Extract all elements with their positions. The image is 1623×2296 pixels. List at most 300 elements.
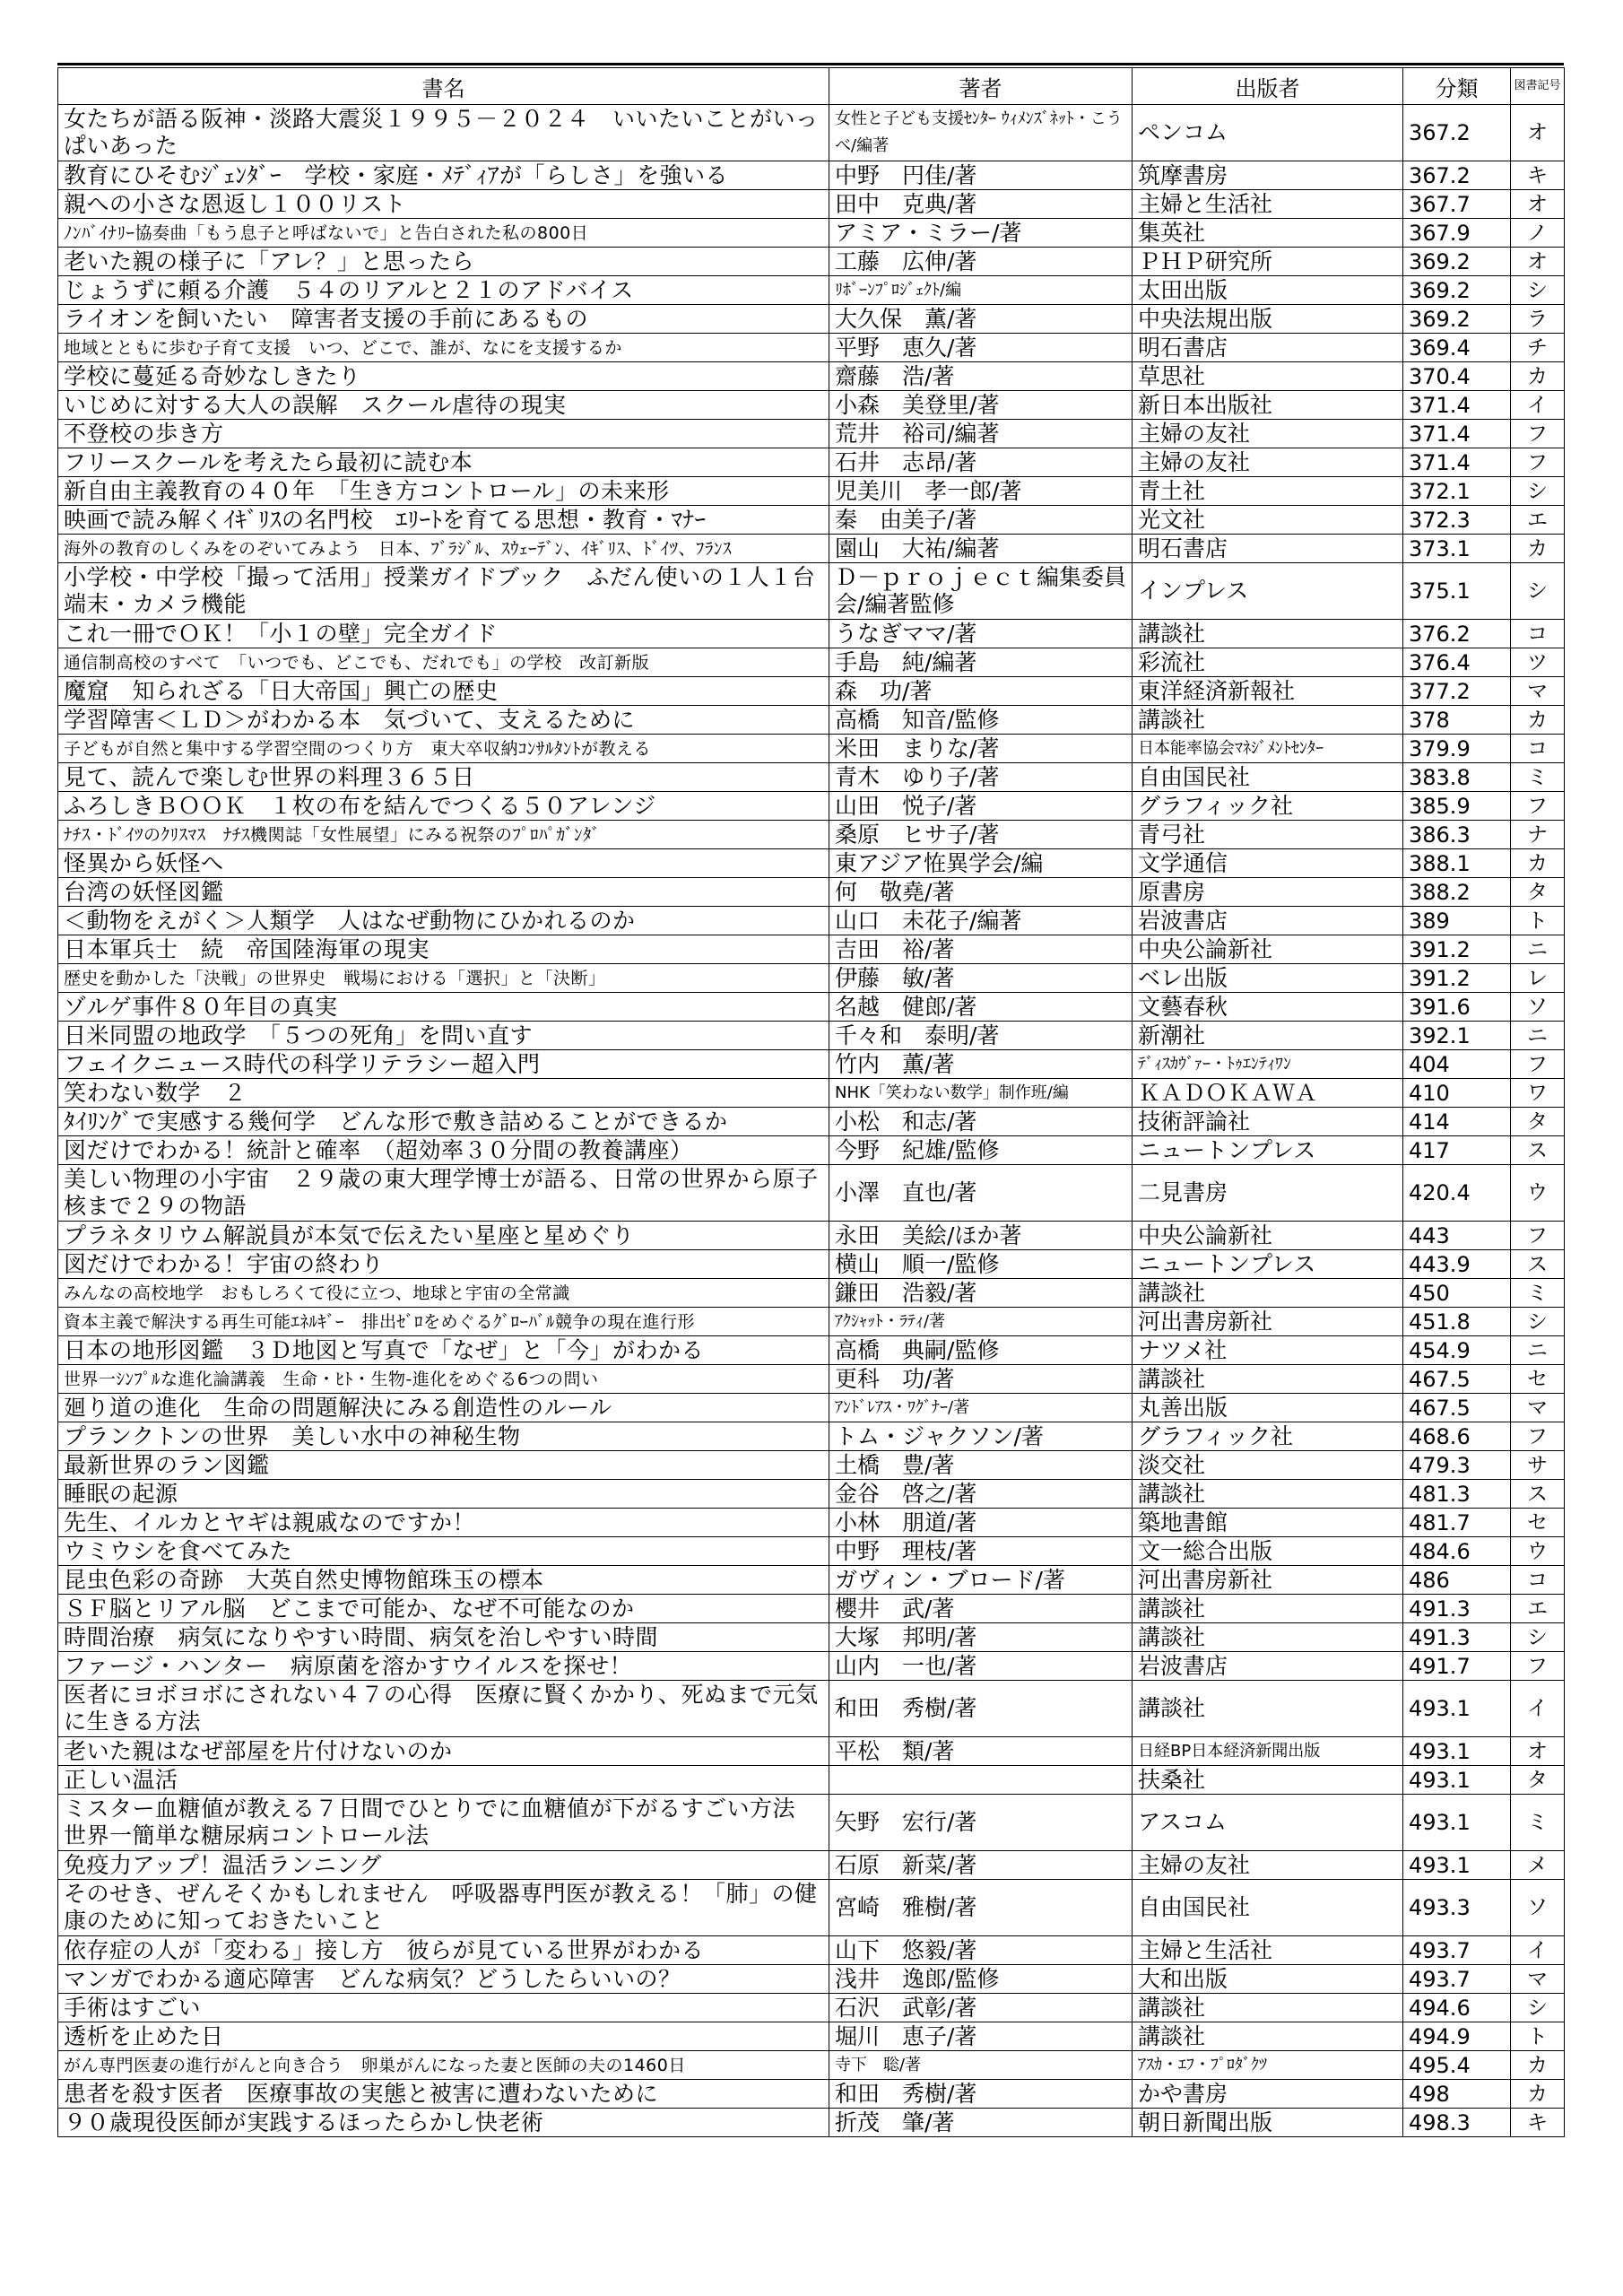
author-cell: トム・ジャクソン/著	[829, 1422, 1133, 1451]
book-title-cell: 小学校・中学校「撮って活用」授業ガイドブック ふだん使いの１人１台端末・カメラ機能	[58, 563, 829, 620]
publisher-cell: 明石書店	[1133, 535, 1403, 563]
book-title-cell: 台湾の妖怪図鑑	[58, 878, 829, 907]
table-row	[58, 391, 1565, 420]
table-row	[58, 878, 1565, 907]
book-title-cell: 見て、読んで楽しむ世界の料理３６５日	[58, 763, 829, 792]
publisher-cell: 岩波書店	[1133, 1652, 1403, 1681]
classification-cell: 376.2	[1403, 620, 1511, 648]
author-cell: 青木 ゆり子/著	[829, 763, 1133, 792]
symbol-cell: オ	[1511, 190, 1565, 219]
symbol-cell: フ	[1511, 448, 1565, 477]
classification-cell: 370.4	[1403, 362, 1511, 391]
symbol-cell: サ	[1511, 1451, 1565, 1480]
table-row	[58, 964, 1565, 993]
book-title-cell: 正しい温活	[58, 1766, 829, 1795]
author-cell: 山内 一也/著	[829, 1652, 1133, 1681]
publisher-cell: 淡交社	[1133, 1451, 1403, 1480]
classification-cell: 389	[1403, 907, 1511, 935]
symbol-cell: ミ	[1511, 1279, 1565, 1308]
publisher-cell: ニュートンプレス	[1133, 1136, 1403, 1165]
book-title-cell: 女たちが語る阪神・淡路大震災１９９５－２０２４ いいたいことがいっぱいあった	[58, 105, 829, 161]
symbol-cell: メ	[1511, 1851, 1565, 1880]
classification-cell: 493.1	[1403, 1795, 1511, 1851]
publisher-cell: 講談社	[1133, 1595, 1403, 1623]
book-title-cell: ﾉﾝﾊﾞｲﾅﾘｰ協奏曲「もう息子と呼ばないで」と告白された私の800日	[58, 219, 829, 248]
classification-cell: 372.3	[1403, 506, 1511, 535]
author-cell: 今野 紀雄/監修	[829, 1136, 1133, 1165]
book-title-cell: 透析を止めた日	[58, 2022, 829, 2051]
publisher-cell: 自由国民社	[1133, 1880, 1403, 1936]
publisher-cell: インプレス	[1133, 563, 1403, 620]
symbol-cell: マ	[1511, 1394, 1565, 1422]
classification-cell: 454.9	[1403, 1336, 1511, 1365]
symbol-cell: ソ	[1511, 1880, 1565, 1936]
table-row	[58, 362, 1565, 391]
symbol-cell: イ	[1511, 391, 1565, 420]
author-cell: 石井 志昂/著	[829, 448, 1133, 477]
classification-cell: 479.3	[1403, 1451, 1511, 1480]
book-title-cell: 日本の地形図鑑 ３Ｄ地図と写真で「なぜ」と「今」がわかる	[58, 1336, 829, 1365]
book-title-cell: フェイクニュース時代の科学リテラシー超入門	[58, 1050, 829, 1079]
symbol-cell: ニ	[1511, 935, 1565, 964]
table-row	[58, 1250, 1565, 1279]
publisher-cell: ペンコム	[1133, 105, 1403, 161]
author-cell: 永田 美絵/ほか著	[829, 1222, 1133, 1250]
publisher-cell: 原書房	[1133, 878, 1403, 907]
publisher-cell: 青弓社	[1133, 821, 1403, 849]
publisher-cell: 文藝春秋	[1133, 993, 1403, 1022]
symbol-cell: ノ	[1511, 219, 1565, 248]
classification-cell: 388.1	[1403, 849, 1511, 878]
symbol-cell: エ	[1511, 506, 1565, 535]
book-title-cell: そのせき、ぜんそくかもしれません 呼吸器専門医が教える！「肺」の健康のために知っておきたいこと	[58, 1880, 829, 1936]
book-title-cell: ふろしきＢＯＯＫ １枚の布を結んでつくる５０アレンジ	[58, 792, 829, 821]
classification-cell: 383.8	[1403, 763, 1511, 792]
classification-cell: 467.5	[1403, 1394, 1511, 1422]
symbol-cell: オ	[1511, 248, 1565, 276]
book-title-cell: これ一冊でＯＫ！「小１の壁」完全ガイド	[58, 620, 829, 648]
publisher-cell: 主婦の友社	[1133, 448, 1403, 477]
symbol-cell: フ	[1511, 1422, 1565, 1451]
classification-cell: 369.2	[1403, 276, 1511, 305]
classification-cell: 414	[1403, 1108, 1511, 1136]
author-cell: 山田 悦子/著	[829, 792, 1133, 821]
classification-cell: 391.6	[1403, 993, 1511, 1022]
book-title-cell: 学校に蔓延る奇妙なしきたり	[58, 362, 829, 391]
symbol-cell: ニ	[1511, 1336, 1565, 1365]
publisher-cell: 大和出版	[1133, 1965, 1403, 1994]
publisher-cell: かや書房	[1133, 2080, 1403, 2109]
symbol-cell: シ	[1511, 477, 1565, 506]
publisher-cell: 講談社	[1133, 1480, 1403, 1509]
symbol-cell: キ	[1511, 2109, 1565, 2137]
classification-cell: 378	[1403, 706, 1511, 735]
symbol-cell: タ	[1511, 1108, 1565, 1136]
classification-cell: 391.2	[1403, 935, 1511, 964]
symbol-cell: セ	[1511, 1509, 1565, 1537]
symbol-cell: オ	[1511, 105, 1565, 161]
author-cell: 千々和 泰明/著	[829, 1022, 1133, 1050]
author-cell: うなぎママ/著	[829, 620, 1133, 648]
book-title-cell: ﾀｲﾘﾝｸﾞで実感する幾何学 どんな形で敷き詰めることができるか	[58, 1108, 829, 1136]
publisher-cell: 講談社	[1133, 1994, 1403, 2022]
symbol-cell: マ	[1511, 677, 1565, 706]
author-cell: 高橋 知音/監修	[829, 706, 1133, 735]
table-row	[58, 677, 1565, 706]
book-title-cell: 地域とともに歩む子育て支援 いつ、どこで、誰が、なにを支援するか	[58, 334, 829, 362]
publisher-cell: 主婦の友社	[1133, 1851, 1403, 1880]
book-title-cell: がん専門医妻の進行がんと向き合う 卵巣がんになった妻と医師の夫の1460日	[58, 2051, 829, 2080]
classification-cell: 373.1	[1403, 535, 1511, 563]
classification-cell: 420.4	[1403, 1165, 1511, 1222]
author-cell: 大久保 薫/著	[829, 305, 1133, 334]
classification-cell: 369.4	[1403, 334, 1511, 362]
table-row	[58, 1136, 1565, 1165]
header-publisher: 出版者	[1133, 68, 1403, 105]
symbol-cell: シ	[1511, 276, 1565, 305]
classification-cell: 493.1	[1403, 1766, 1511, 1795]
book-title-cell: いじめに対する大人の誤解 スクール虐待の現実	[58, 391, 829, 420]
publisher-cell: 丸善出版	[1133, 1394, 1403, 1422]
table-row	[58, 1394, 1565, 1422]
publisher-cell: 講談社	[1133, 1681, 1403, 1737]
symbol-cell: カ	[1511, 535, 1565, 563]
author-cell: 平野 恵久/著	[829, 334, 1133, 362]
table-row	[58, 1279, 1565, 1308]
classification-cell: 493.7	[1403, 1965, 1511, 1994]
author-cell: 小松 和志/著	[829, 1108, 1133, 1136]
book-title-cell: ライオンを飼いたい 障害者支援の手前にあるもの	[58, 305, 829, 334]
publisher-cell: 光文社	[1133, 506, 1403, 535]
symbol-cell: タ	[1511, 878, 1565, 907]
classification-cell: 493.1	[1403, 1851, 1511, 1880]
book-title-cell: 資本主義で解決する再生可能ｴﾈﾙｷﾞｰ 排出ｾﾞﾛをめぐるｸﾞﾛｰﾊﾞﾙ競争の現在進行形	[58, 1308, 829, 1336]
symbol-cell: キ	[1511, 161, 1565, 190]
publisher-cell: ＫＡＤＯＫＡＷＡ	[1133, 1079, 1403, 1108]
publisher-cell: グラフィック社	[1133, 792, 1403, 821]
table-row	[58, 1652, 1565, 1681]
table-row	[58, 1965, 1565, 1994]
classification-cell: 494.6	[1403, 1994, 1511, 2022]
classification-cell: 417	[1403, 1136, 1511, 1165]
symbol-cell: フ	[1511, 1222, 1565, 1250]
publisher-cell: 二見書房	[1133, 1165, 1403, 1222]
symbol-cell: ス	[1511, 1136, 1565, 1165]
publisher-cell: 講談社	[1133, 1365, 1403, 1394]
publisher-cell: 主婦と生活社	[1133, 190, 1403, 219]
table-row	[58, 1308, 1565, 1336]
classification-cell: 377.2	[1403, 677, 1511, 706]
author-cell: 宮崎 雅樹/著	[829, 1880, 1133, 1936]
author-cell: 折茂 肇/著	[829, 2109, 1133, 2137]
author-cell: ｱｸｼｬｯﾄ・ﾗﾃｨ/著	[829, 1308, 1133, 1336]
book-title-cell: 老いた親の様子に「アレ？」と思ったら	[58, 248, 829, 276]
publisher-cell: グラフィック社	[1133, 1422, 1403, 1451]
table-row	[58, 1480, 1565, 1509]
table-row	[58, 1623, 1565, 1652]
publisher-cell: 講談社	[1133, 1623, 1403, 1652]
classification-cell: 486	[1403, 1566, 1511, 1595]
publisher-cell: 彩流社	[1133, 648, 1403, 677]
classification-cell: 443	[1403, 1222, 1511, 1250]
table-row	[58, 1022, 1565, 1050]
symbol-cell: ラ	[1511, 305, 1565, 334]
publisher-cell: ＰＨＰ研究所	[1133, 248, 1403, 276]
book-title-cell: 時間治療 病気になりやすい時間、病気を治しやすい時間	[58, 1623, 829, 1652]
symbol-cell: カ	[1511, 849, 1565, 878]
table-row	[58, 1222, 1565, 1250]
publisher-cell: 自由国民社	[1133, 763, 1403, 792]
classification-cell: 385.9	[1403, 792, 1511, 821]
publisher-cell: 中央公論新社	[1133, 1222, 1403, 1250]
table-row	[58, 1108, 1565, 1136]
symbol-cell: ト	[1511, 2022, 1565, 2051]
symbol-cell: ナ	[1511, 821, 1565, 849]
table-row	[58, 105, 1565, 161]
symbol-cell: フ	[1511, 1050, 1565, 1079]
table-row	[58, 334, 1565, 362]
author-cell	[829, 1766, 1133, 1795]
table-row	[58, 1795, 1565, 1851]
symbol-cell: シ	[1511, 1308, 1565, 1336]
book-title-cell: 昆虫色彩の奇跡 大英自然史博物館珠玉の標本	[58, 1566, 829, 1595]
book-title-cell: 教育にひそむｼﾞｪﾝﾀﾞｰ 学校・家庭・ﾒﾃﾞｨｱが「らしさ」を強いる	[58, 161, 829, 190]
header-row	[58, 68, 1565, 105]
classification-cell: 498.3	[1403, 2109, 1511, 2137]
classification-cell: 375.1	[1403, 563, 1511, 620]
table-row	[58, 849, 1565, 878]
table-row	[58, 1509, 1565, 1537]
table-row	[58, 2051, 1565, 2080]
book-title-cell: プラネタリウム解説員が本気で伝えたい星座と星めぐり	[58, 1222, 829, 1250]
table-row	[58, 1422, 1565, 1451]
book-title-cell: じょうずに頼る介護 ５４のリアルと２１のアドバイス	[58, 276, 829, 305]
book-title-cell: 通信制高校のすべて 「いつでも、どこでも、だれでも」の学校 改訂新版	[58, 648, 829, 677]
publisher-cell: 日経BP日本経済新聞出版	[1133, 1737, 1403, 1766]
author-cell: 東アジア恠異学会/編	[829, 849, 1133, 878]
top-rule	[57, 63, 1564, 65]
classification-cell: 392.1	[1403, 1022, 1511, 1050]
symbol-cell: カ	[1511, 2051, 1565, 2080]
table-row	[58, 993, 1565, 1022]
author-cell: 伊藤 敏/著	[829, 964, 1133, 993]
author-cell: 横山 順一/監修	[829, 1250, 1133, 1279]
classification-cell: 371.4	[1403, 420, 1511, 448]
author-cell: 名越 健郎/著	[829, 993, 1133, 1022]
book-title-cell: 最新世界のラン図鑑	[58, 1451, 829, 1480]
symbol-cell: ミ	[1511, 1795, 1565, 1851]
publisher-cell: 文一総合出版	[1133, 1537, 1403, 1566]
author-cell: 鎌田 浩毅/著	[829, 1279, 1133, 1308]
author-cell: 竹内 薫/著	[829, 1050, 1133, 1079]
symbol-cell: シ	[1511, 1623, 1565, 1652]
publisher-cell: 中央法規出版	[1133, 305, 1403, 334]
symbol-cell: ワ	[1511, 1079, 1565, 1108]
author-cell: 寺下 聡/著	[829, 2051, 1133, 2080]
publisher-cell: 朝日新聞出版	[1133, 2109, 1403, 2137]
symbol-cell: ス	[1511, 1480, 1565, 1509]
book-title-cell: ウミウシを食べてみた	[58, 1537, 829, 1566]
author-cell: 手島 純/編著	[829, 648, 1133, 677]
table-row	[58, 648, 1565, 677]
publisher-cell: ナツメ社	[1133, 1336, 1403, 1365]
author-cell: 浅井 逸郎/監修	[829, 1965, 1133, 1994]
publisher-cell: 主婦の友社	[1133, 420, 1403, 448]
book-title-cell: 歴史を動かした「決戦」の世界史 戦場における「選択」と「決断」	[58, 964, 829, 993]
book-title-cell: 免疫力アップ！温活ランニング	[58, 1851, 829, 1880]
book-title-cell: ﾅﾁｽ・ﾄﾞｲﾂのｸﾘｽﾏｽ ﾅﾁｽ機関誌「女性展望」にみる祝祭のﾌﾟﾛﾊﾟｶﾞﾝﾀﾞ	[58, 821, 829, 849]
author-cell: 桑原 ヒサ子/著	[829, 821, 1133, 849]
author-cell: 中野 円佳/著	[829, 161, 1133, 190]
author-cell: 堀川 恵子/著	[829, 2022, 1133, 2051]
author-cell: アミア・ミラー/著	[829, 219, 1133, 248]
symbol-cell: ソ	[1511, 993, 1565, 1022]
table-row	[58, 477, 1565, 506]
classification-cell: 491.3	[1403, 1623, 1511, 1652]
author-cell: 山下 悠毅/著	[829, 1936, 1133, 1965]
publisher-cell: 講談社	[1133, 620, 1403, 648]
author-cell: ガヴィン・ブロード/著	[829, 1566, 1133, 1595]
classification-cell: 493.3	[1403, 1880, 1511, 1936]
table-row	[58, 735, 1565, 763]
book-title-cell: ゾルゲ事件８０年目の真実	[58, 993, 829, 1022]
author-cell: 園山 大祐/編著	[829, 535, 1133, 563]
symbol-cell: オ	[1511, 1737, 1565, 1766]
table-row	[58, 563, 1565, 620]
publisher-cell: 新日本出版社	[1133, 391, 1403, 420]
publisher-cell: 東洋経済新報社	[1133, 677, 1403, 706]
publisher-cell: 草思社	[1133, 362, 1403, 391]
table-row	[58, 248, 1565, 276]
author-cell: Ｄ－ｐｒｏｊｅｃｔ編集委員会/編著監修	[829, 563, 1133, 620]
book-title-cell: ＜動物をえがく＞人類学 人はなぜ動物にひかれるのか	[58, 907, 829, 935]
header-author: 著者	[829, 68, 1133, 105]
symbol-cell: セ	[1511, 1365, 1565, 1394]
author-cell: 石沢 武彰/著	[829, 1994, 1133, 2022]
author-cell: 齋藤 浩/著	[829, 362, 1133, 391]
table-row	[58, 1595, 1565, 1623]
publisher-cell: 扶桑社	[1133, 1766, 1403, 1795]
symbol-cell: コ	[1511, 735, 1565, 763]
symbol-cell: シ	[1511, 563, 1565, 620]
table-row	[58, 1566, 1565, 1595]
table-row	[58, 907, 1565, 935]
table-row	[58, 535, 1565, 563]
author-cell: 平松 類/著	[829, 1737, 1133, 1766]
publisher-cell: 中央公論新社	[1133, 935, 1403, 964]
symbol-cell: コ	[1511, 1566, 1565, 1595]
publisher-cell: 技術評論社	[1133, 1108, 1403, 1136]
author-cell: 高橋 典嗣/監修	[829, 1336, 1133, 1365]
table-row	[58, 190, 1565, 219]
classification-cell: 367.7	[1403, 190, 1511, 219]
table-row	[58, 1681, 1565, 1737]
symbol-cell: カ	[1511, 2080, 1565, 2109]
book-title-cell: 図だけでわかる！統計と確率 （超効率３０分間の教養講座）	[58, 1136, 829, 1165]
classification-cell: 481.3	[1403, 1480, 1511, 1509]
author-cell: 櫻井 武/著	[829, 1595, 1133, 1623]
book-title-cell: ミスター血糖値が教える７日間でひとりでに血糖値が下がるすごい方法 世界一簡単な糖尿病コントロール法	[58, 1795, 829, 1851]
classification-cell: 481.7	[1403, 1509, 1511, 1537]
symbol-cell: マ	[1511, 1965, 1565, 1994]
symbol-cell: コ	[1511, 620, 1565, 648]
book-title-cell: 先生、イルカとヤギは親戚なのですか！	[58, 1509, 829, 1537]
author-cell: 田中 克典/著	[829, 190, 1133, 219]
symbol-cell: タ	[1511, 1766, 1565, 1795]
author-cell: 和田 秀樹/著	[829, 2080, 1133, 2109]
author-cell: 山口 未花子/編著	[829, 907, 1133, 935]
classification-cell: 468.6	[1403, 1422, 1511, 1451]
classification-cell: 443.9	[1403, 1250, 1511, 1279]
author-cell: 金谷 啓之/著	[829, 1480, 1133, 1509]
classification-cell: 484.6	[1403, 1537, 1511, 1566]
table-row	[58, 1880, 1565, 1936]
symbol-cell: レ	[1511, 964, 1565, 993]
publisher-cell: 新潮社	[1133, 1022, 1403, 1050]
classification-cell: 493.1	[1403, 1681, 1511, 1737]
author-cell: 秦 由美子/著	[829, 506, 1133, 535]
book-title-cell: 映画で読み解くｲｷﾞﾘｽの名門校 ｴﾘｰﾄを育てる思想・教育・ﾏﾅｰ	[58, 506, 829, 535]
table-row	[58, 2109, 1565, 2137]
publisher-cell: 文学通信	[1133, 849, 1403, 878]
author-cell: NHK「笑わない数学」制作班/編	[829, 1079, 1133, 1108]
classification-cell: 388.2	[1403, 878, 1511, 907]
author-cell: 矢野 宏行/著	[829, 1795, 1133, 1851]
symbol-cell: ウ	[1511, 1165, 1565, 1222]
author-cell: 土橋 豊/著	[829, 1451, 1133, 1480]
book-title-cell: ９０歳現役医師が実践するほったらかし快老術	[58, 2109, 829, 2137]
symbol-cell: フ	[1511, 1652, 1565, 1681]
table-row	[58, 161, 1565, 190]
classification-cell: 494.9	[1403, 2022, 1511, 2051]
author-cell: 大塚 邦明/著	[829, 1623, 1133, 1652]
publisher-cell: ﾃﾞｨｽｶｳﾞｧｰ・ﾄｩｴﾝﾃｨﾜﾝ	[1133, 1050, 1403, 1079]
symbol-cell: シ	[1511, 1994, 1565, 2022]
book-title-cell: 廻り道の進化 生命の問題解決にみる創造性のルール	[58, 1394, 829, 1422]
table-row	[58, 1336, 1565, 1365]
book-title-cell: 患者を殺す医者 医療事故の実態と被害に遭わないために	[58, 2080, 829, 2109]
table-row	[58, 620, 1565, 648]
publisher-cell: ベレ出版	[1133, 964, 1403, 993]
symbol-cell: ミ	[1511, 763, 1565, 792]
table-row	[58, 1050, 1565, 1079]
author-cell: 小林 朋道/著	[829, 1509, 1133, 1537]
author-cell: 荒井 裕司/編著	[829, 420, 1133, 448]
table-row	[58, 276, 1565, 305]
classification-cell: 491.7	[1403, 1652, 1511, 1681]
symbol-cell: イ	[1511, 1681, 1565, 1737]
table-row	[58, 1365, 1565, 1394]
publisher-cell: 岩波書店	[1133, 907, 1403, 935]
book-title-cell: 日本軍兵士 続 帝国陸海軍の現実	[58, 935, 829, 964]
author-cell: 中野 理枝/著	[829, 1537, 1133, 1566]
book-title-cell: プランクトンの世界 美しい水中の神秘生物	[58, 1422, 829, 1451]
classification-cell: 467.5	[1403, 1365, 1511, 1394]
book-title-cell: ファージ・ハンター 病原菌を溶かすウイルスを探せ！	[58, 1652, 829, 1681]
table-row	[58, 1936, 1565, 1965]
author-cell: 小森 美登里/著	[829, 391, 1133, 420]
book-title-cell: 日米同盟の地政学 「５つの死角」を問い直す	[58, 1022, 829, 1050]
publisher-cell: 青土社	[1133, 477, 1403, 506]
table-body	[58, 105, 1565, 2137]
classification-cell: 498	[1403, 2080, 1511, 2109]
table-row	[58, 1766, 1565, 1795]
publisher-cell: 河出書房新社	[1133, 1308, 1403, 1336]
book-title-cell: みんなの高校地学 おもしろくて役に立つ、地球と宇宙の全常識	[58, 1279, 829, 1308]
classification-cell: 367.2	[1403, 105, 1511, 161]
symbol-cell: ス	[1511, 1250, 1565, 1279]
table-row	[58, 1079, 1565, 1108]
